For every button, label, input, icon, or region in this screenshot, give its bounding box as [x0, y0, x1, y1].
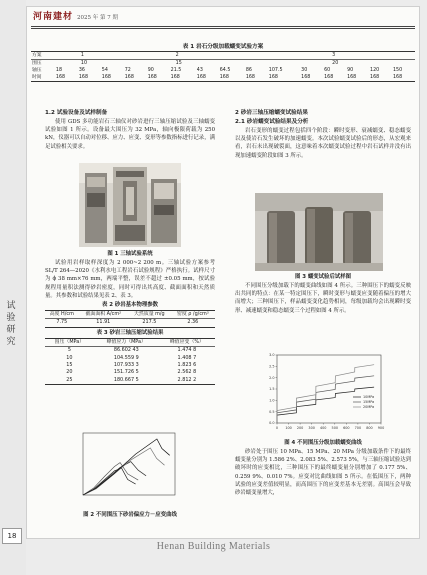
table-cell: 168	[245, 74, 268, 82]
table-row	[45, 319, 215, 327]
table-cell: 峰值应变（%）	[159, 338, 215, 346]
y-tick-label: 1.5	[269, 387, 275, 392]
specimen-photo	[255, 193, 383, 271]
series-line	[83, 439, 170, 495]
y-tick-label: 1.0	[269, 398, 275, 403]
side-label-char: 验	[6, 313, 16, 323]
table-cell: 72	[124, 68, 131, 73]
table-cell: 截面面积 A/cm²	[79, 311, 128, 319]
table-cell: 150	[392, 68, 403, 73]
table-cell: 2.562 8	[177, 369, 197, 376]
table-cell: 168	[147, 74, 170, 82]
table1-loading-scheme	[31, 51, 415, 82]
series-line	[277, 365, 374, 423]
side-label-char: 研	[6, 325, 16, 335]
table-cell: 168	[346, 74, 369, 82]
side-label-char: 试	[6, 301, 16, 311]
table-cell: 168	[323, 74, 346, 82]
table-cell: 168	[268, 74, 300, 82]
journal-issue: 2025 年 第 7 期	[77, 15, 119, 21]
x-tick-label: 700	[354, 426, 362, 430]
table-cell: 64.5	[219, 68, 231, 73]
table-cell: 107.933 3	[113, 362, 139, 369]
header-rule-thin	[31, 28, 415, 29]
left-column	[45, 109, 215, 151]
table-cell: 密度 ρ /g/cm³	[171, 311, 215, 319]
table-cell: 轴压	[32, 68, 42, 73]
table-cell: 90	[347, 68, 354, 73]
paragraph: 使用 GDS 多功能岩石三轴仪对砂岩进行三轴压缩试验及三轴蠕变试验如图 1 所示。设备最大围压为 32 MPa，轴向极限荷载为 250 kN，仪器可以自动对位移、应力、应变、变形等参数指标进行记录，满足试验相关要求。	[45, 119, 215, 150]
table-cell: 168	[55, 74, 78, 82]
figure-caption: 图 4 不同围压分级加载蠕变曲线	[284, 440, 362, 446]
table-cell: 30	[301, 68, 308, 73]
table-cell: 168	[196, 74, 219, 82]
series-line	[277, 376, 374, 423]
table-cell: 7.75	[45, 319, 79, 327]
x-tick-label: 300	[308, 426, 315, 430]
table-cell: 20	[332, 61, 339, 66]
y-tick-label: 2.0	[269, 375, 275, 380]
table-cell: 3	[300, 52, 415, 60]
table-cell: 25	[45, 377, 94, 385]
y-tick-label: 0.5	[269, 409, 275, 414]
table-row	[45, 362, 215, 369]
table-row	[45, 369, 215, 376]
section-heading: 1.2 试验设备及试样制备	[45, 110, 108, 116]
table-caption: 表 2 砂岩基本物理参数	[101, 302, 159, 309]
table-row	[45, 311, 215, 319]
table-cell: 2.36	[171, 319, 215, 327]
table-row	[45, 355, 215, 362]
side-label-char: 究	[6, 337, 16, 347]
figure-caption: 图 3 蠕变试验后试样图	[294, 274, 352, 280]
table-row	[31, 52, 415, 60]
table-cell: 168	[101, 74, 124, 82]
table-row	[45, 338, 215, 346]
table-row	[31, 67, 415, 74]
table-cell: 60	[324, 68, 331, 73]
x-tick-label: 600	[343, 426, 350, 430]
left-column-lower	[45, 250, 215, 385]
y-tick-label: 0.0	[269, 421, 275, 426]
legend-label: 20MPa	[363, 405, 375, 410]
table-cell: 1	[55, 52, 170, 60]
table-cell: 围压（MPa）	[45, 338, 94, 346]
table-cell: 1.823 6	[177, 362, 197, 369]
plot-frame	[277, 355, 381, 423]
x-tick-label: 100	[285, 426, 292, 430]
table-cell: 20	[66, 369, 73, 376]
figure-caption: 图 2 不同围压下砂岩偏应力－应变曲线	[83, 512, 177, 518]
right-column-middle	[235, 273, 411, 315]
table-row	[31, 74, 415, 82]
table-row	[45, 347, 215, 355]
right-column	[235, 109, 411, 160]
table-cell: 107.5	[268, 68, 283, 73]
table3-triaxial-results	[45, 338, 215, 385]
page-number: 18	[2, 528, 22, 544]
figure-caption: 图 1 三轴试验系统	[107, 251, 153, 257]
table-cell: 围压	[32, 61, 42, 66]
table-cell: 天然质量 m/g	[128, 311, 171, 319]
table-cell: 43	[196, 68, 203, 73]
plot-frame	[83, 433, 175, 495]
table2-physical-parameters	[45, 310, 215, 328]
x-tick-label: 900	[377, 426, 385, 430]
y-tick-label: 3.0	[269, 353, 275, 358]
table-cell: 120	[370, 68, 380, 73]
table-cell: 168	[369, 74, 392, 82]
table-cell: 86.602 43	[113, 347, 139, 354]
series-line	[277, 387, 374, 423]
x-tick-label: 400	[319, 426, 327, 430]
footer-journal-name: Henan Building Materials	[156, 541, 271, 552]
table-cell: 时间	[31, 74, 55, 82]
table-cell: 90	[147, 68, 154, 73]
table-cell: 2	[170, 52, 301, 60]
section-side-label	[2, 300, 20, 348]
series-line	[83, 463, 138, 495]
table-cell: 11.91	[79, 319, 128, 327]
journal-page	[26, 6, 420, 539]
subsection-heading: 2.1 砂岩蠕变试验结果及分析	[235, 119, 309, 125]
journal-title: 河南建材	[33, 12, 74, 22]
table-cell: 151.726 5	[113, 369, 139, 376]
paragraph: 砂岩处于围压 10 MPa、15 MPa、20 MPa 分级加载条件下的最终蠕变量分别为 1.586 2%、2.083 5%、2.573 5%，与三轴压缩试验达到破坏时的应变相比，三种围压下的最终蠕变量分别增加了 0.177 5%、0.259 9%、0.010 7%。应变对比曲线如图 5 所示。在低围压下，两种试验的应变差值较明显，而高围压下的应变差基本无差别。高围压会导致砂岩蠕变量增大，	[235, 449, 411, 497]
table-cell: 180.667 5	[94, 377, 159, 385]
paragraph: 岩石变形的蠕变过程包括四个阶段：瞬时变形、衰减蠕变、稳态蠕变以及使岩石发生破坏的加速蠕变。本次试验蠕变试验后的形态，从宏观来看，岩石未出现破裂面，这意味着本次蠕变试验过程中岩石试样并没有出现加速蠕变阶段如图 3 所示。	[235, 128, 411, 159]
x-tick-label: 200	[296, 426, 304, 430]
table-caption: 表 3 砂岩三轴压缩试验结果	[96, 329, 164, 336]
legend-label: 15MPa	[363, 400, 375, 405]
section-heading: 2 砂岩三轴压缩蠕变试验结果	[235, 110, 308, 116]
table-cell: 峰值应力（MPa）	[94, 338, 159, 346]
table-cell: 10	[80, 61, 87, 66]
table-cell: 方案	[31, 52, 55, 60]
table-cell: 168	[392, 74, 415, 82]
x-tick-label: 0	[275, 426, 279, 430]
table-cell: 36	[78, 68, 85, 73]
table-cell: 15	[175, 61, 182, 66]
table-cell: 5	[67, 347, 71, 354]
table-cell: 高度 H/cm	[45, 311, 79, 319]
table-cell: 168	[170, 74, 196, 82]
header-rule	[31, 26, 415, 27]
table-cell: 21.5	[170, 68, 182, 73]
figure4-creep-chart	[261, 351, 389, 437]
table-cell: 18	[55, 68, 62, 73]
table-cell: 104.559 9	[113, 354, 139, 361]
table-cell: 10	[66, 354, 73, 361]
table-cell: 2.812 2	[159, 377, 215, 385]
table-cell: 54	[101, 68, 108, 73]
left-margin-strip	[0, 0, 26, 575]
table-cell: 86	[245, 68, 252, 73]
table-cell: 168	[219, 74, 245, 82]
table-cell: 15	[66, 362, 73, 369]
table-cell: 168	[78, 74, 101, 82]
table-cell: 168	[124, 74, 147, 82]
table-cell: 168	[300, 74, 323, 82]
right-column-lower	[235, 439, 411, 497]
paragraph: 不同围压分级加载下的蠕变曲线如图 4 所示。三种围压下的蠕变反映出共同的特点：在某一特定围压下，瞬时变形与蠕变应变随着偏压的增大而增大；三种围压下，样品蠕变变化趋势相同，每级加载均会出现瞬时变形、减速蠕变和稳态蠕变三个过程如图 4 所示。	[235, 283, 411, 314]
table-row	[45, 377, 215, 385]
x-tick-label: 800	[366, 426, 373, 430]
legend-label: 10MPa	[363, 395, 375, 400]
triaxial-apparatus-photo	[79, 163, 181, 247]
table-cell: 1.408 7	[177, 354, 197, 361]
table-cell: 217.5	[128, 319, 171, 327]
table-row	[31, 60, 415, 68]
table1-title: 表 1 岩石分级加载蠕变试验方案	[182, 44, 264, 50]
table-cell: 1.474 8	[177, 347, 197, 354]
x-tick-label: 500	[331, 426, 339, 430]
figure2-stress-strain-chart	[71, 427, 181, 507]
paragraph: 试验用岩样取样深度为 2 000~2 200 m。三轴试验方案参考 SL/T 264—2020《水利水电工程岩石试验规程》严格执行。试样尺寸为 ϕ 38 mm×76 mm，两端平整，误差不超过 ±0.05 mm，按试验规程用量积法测得砂岩密度，同时可得出其高度、截面面积和天然质量。其参数和试验结果见表 2、表 3。	[45, 260, 215, 299]
y-tick-label: 2.5	[269, 364, 275, 369]
journal-header	[33, 9, 233, 25]
